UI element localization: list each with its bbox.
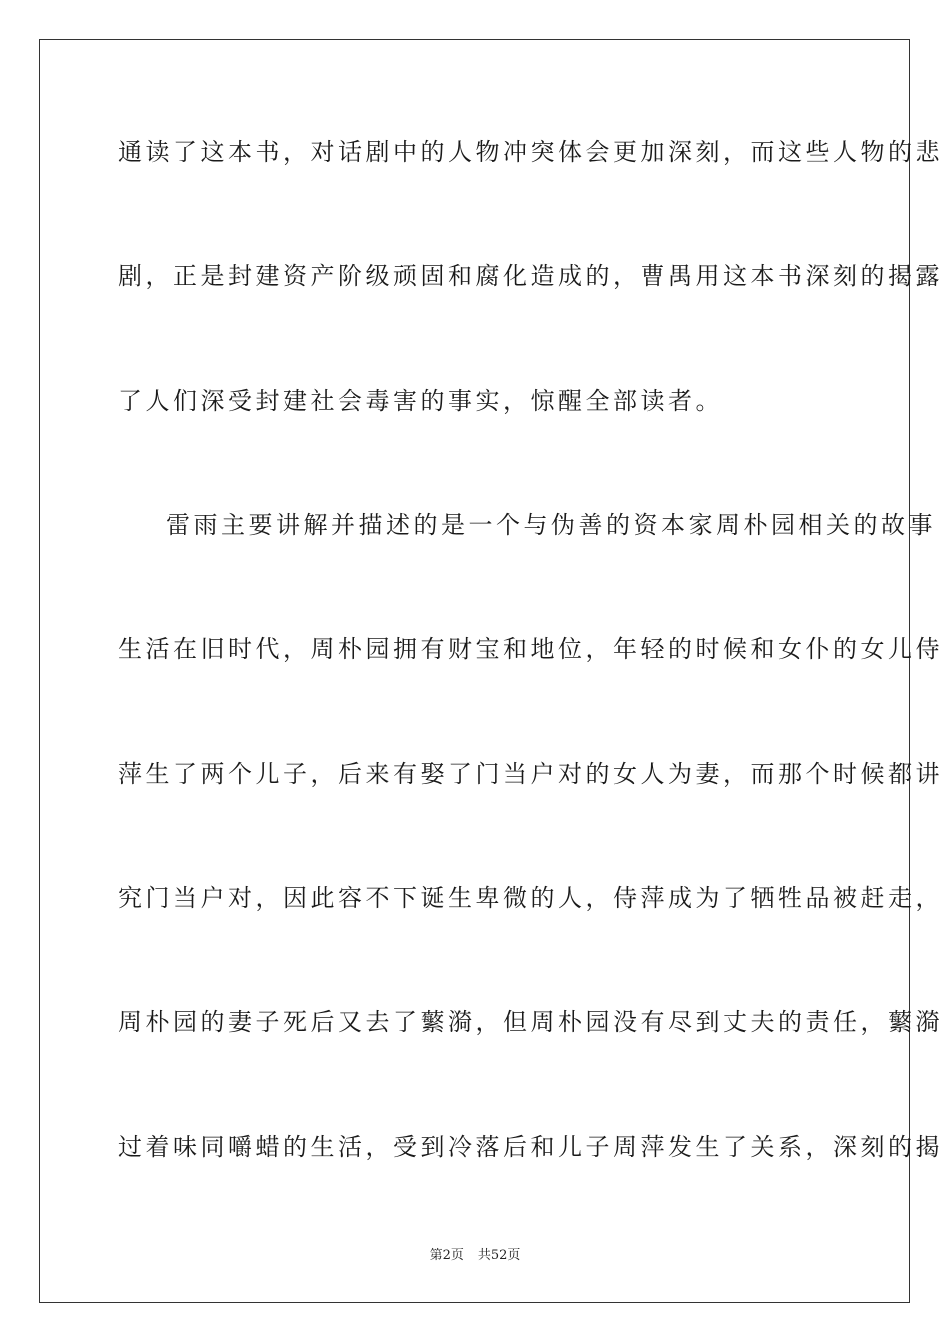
paragraph-line: 剧，正是封建资产阶级顽固和腐化造成的，曹禺用这本书深刻的揭露 <box>118 262 943 290</box>
paragraph-line: 萍生了两个儿子，后来有娶了门当户对的女人为妻，而那个时候都讲 <box>118 760 943 788</box>
paragraph-line-indented: 雷雨主要讲解并描述的是一个与伪善的资本家周朴园相关的故事 <box>166 511 936 539</box>
page-number: 第2页 <box>429 1248 464 1263</box>
paragraph-line: 过着味同嚼蜡的生活，受到冷落后和儿子周萍发生了关系，深刻的揭 <box>118 1133 943 1161</box>
paragraph-line: 究门当户对，因此容不下诞生卑微的人，侍萍成为了牺牲品被赶走， <box>118 884 943 912</box>
paragraph-line: 通读了这本书，对话剧中的人物冲突体会更加深刻，而这些人物的悲 <box>118 138 943 166</box>
page-footer <box>0 1247 950 1265</box>
paragraph-line: 周朴园的妻子死后又去了蘩漪，但周朴园没有尽到丈夫的责任，蘩漪 <box>118 1008 943 1036</box>
page-total: 共52页 <box>477 1248 521 1263</box>
page-border <box>39 39 943 1303</box>
paragraph-line: 了人们深受封建社会毒害的事实，惊醒全部读者。 <box>118 387 723 415</box>
paragraph-line: 生活在旧时代，周朴园拥有财宝和地位，年轻的时候和女仆的女儿侍 <box>118 635 943 663</box>
